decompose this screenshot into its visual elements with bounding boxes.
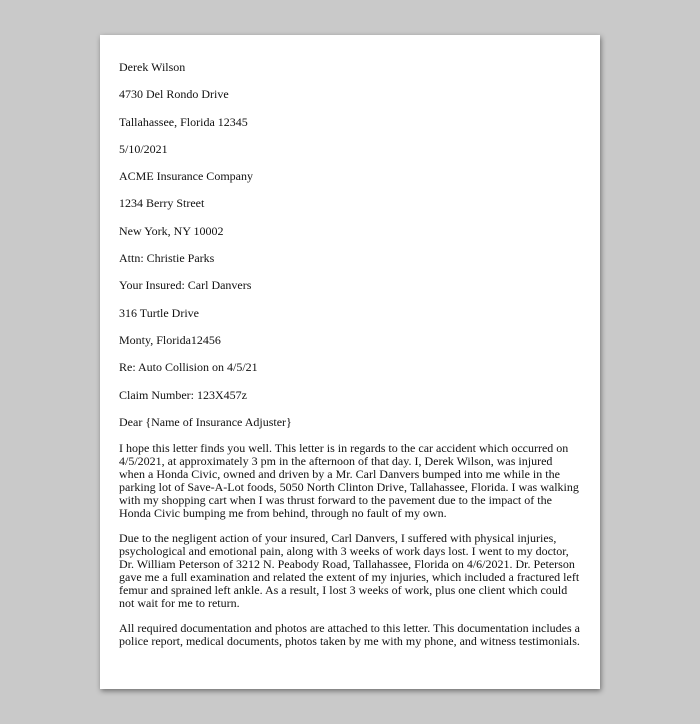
letter-body bbox=[119, 60, 581, 661]
insured-name: Your Insured: Carl Danvers bbox=[119, 278, 252, 293]
re-line: Re: Auto Collision on 4/5/21 bbox=[119, 360, 258, 375]
recipient-street: 1234 Berry Street bbox=[119, 196, 205, 211]
letter-page bbox=[100, 35, 600, 689]
attention-line: Attn: Christie Parks bbox=[119, 251, 215, 266]
recipient-company: ACME Insurance Company bbox=[119, 169, 253, 184]
sender-name: Derek Wilson bbox=[119, 60, 186, 74]
letter-date: 5/10/2021 bbox=[119, 141, 168, 156]
claim-number: Claim Number: 123X457z bbox=[119, 387, 247, 402]
paragraph-accident: I hope this letter finds you well. This letter is in regards to the car accident which occurred on 4/5/2021, at approximately 3 pm in the afternoon of that day. I, Derek Wilson, was injured when a Honda Civic, owned and driven by a Mr. Carl Danvers bumped into me while in the parking lot of Save-A-Lot foods, 5050 North Clinton Drive, Tallahassee, Florida. I was walking with my shopping cart when I was thrust forward to the pavement due to the impact of the Honda Civic bumping me from behind, through no fault of my own. bbox=[119, 441, 579, 520]
recipient-city: New York, NY 10002 bbox=[119, 223, 224, 238]
insured-city: Monty, Florida12456 bbox=[119, 332, 221, 347]
insured-street: 316 Turtle Drive bbox=[119, 305, 200, 320]
sender-city: Tallahassee, Florida 12345 bbox=[119, 114, 248, 129]
salutation: Dear {Name of Insurance Adjuster} bbox=[119, 414, 292, 429]
paragraph-injuries: Due to the negligent action of your insured, Carl Danvers, I suffered with physical injuries, psychological and emotional pain, along with 3 weeks of work days lost. I went to my doctor, Dr. William Peterson of 3212 N. Peabody Road, Tallahassee, Florida on 4/6/2021. Dr. Peterson gave me a full examination and related the extent of my injuries, which included a fractured left femur and sprained left ankle. As a result, I lost 3 weeks of work, plus one client which could not wait for me to return. bbox=[119, 531, 580, 610]
paragraph-documentation: All required documentation and photos are attached to this letter. This documentation includes a police report, medical documents, photos taken by me with my phone, and witness testimonials. bbox=[119, 621, 580, 649]
sender-street: 4730 Del Rondo Drive bbox=[119, 87, 229, 102]
